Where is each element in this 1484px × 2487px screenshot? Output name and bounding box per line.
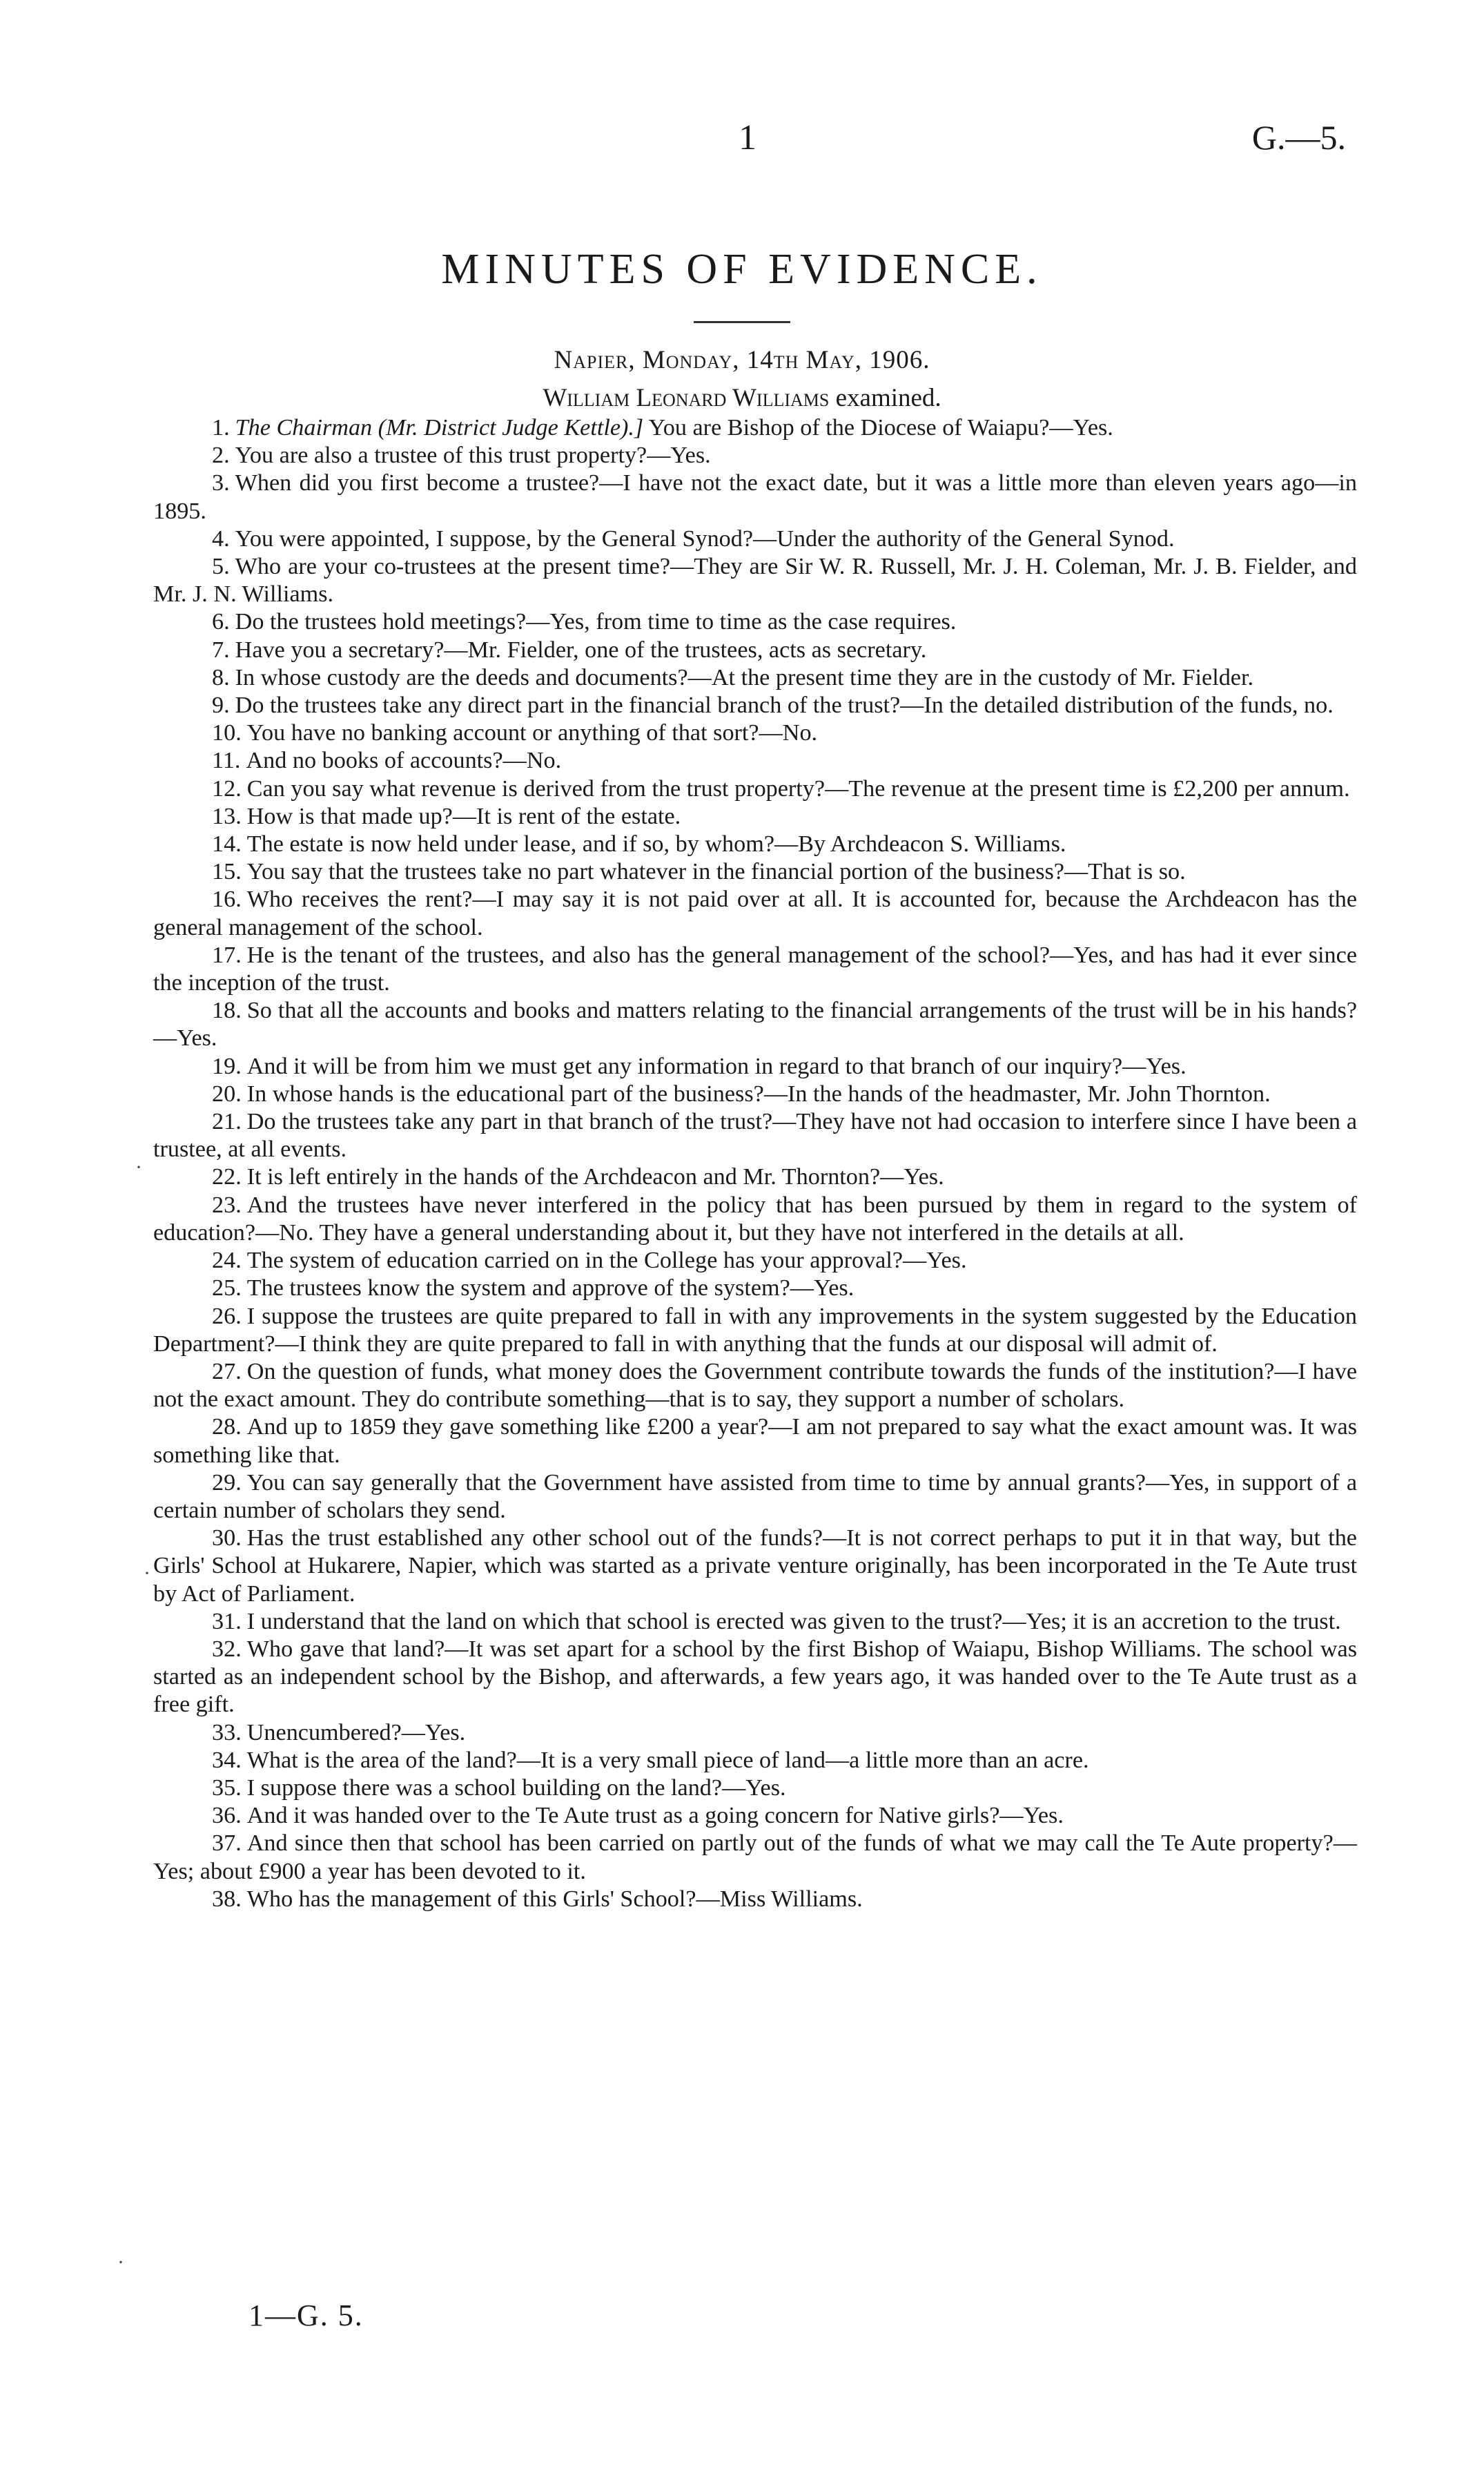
- question-number: 18.: [212, 998, 242, 1024]
- question-answer-text: When did you first become a trustee?—I have not the exact date, but it was a little more than eleven years ago—in 1895.: [153, 470, 1357, 524]
- question-number: 31.: [212, 1608, 242, 1634]
- witness-line: [0, 383, 1484, 413]
- question-number: 20.: [212, 1081, 242, 1107]
- question-answer-text: Who are your co-trustees at the present time?—They are Sir W. R. Russell, Mr. J. H. Coleman, Mr. J. B. Fielder, and Mr. J. N. Williams.: [153, 554, 1357, 608]
- question-answer-text: You have no banking account or anything of that sort?—No.: [246, 720, 818, 746]
- witness-suffix: examined.: [829, 384, 941, 412]
- evidence-body: [153, 414, 1357, 1913]
- page-number: 1: [739, 118, 756, 157]
- evidence-paragraph: [153, 886, 1357, 941]
- question-answer-text: How is that made up?—It is rent of the estate.: [246, 803, 681, 829]
- evidence-paragraph: [153, 1802, 1357, 1830]
- evidence-paragraph: [153, 470, 1357, 525]
- question-number: 1.: [212, 415, 230, 441]
- question-answer-text: Has the trust established any other school out of the funds?—It is not correct perhaps to put it in that way, but the Girls' School at Hukarere, Napier, which was started as a private venture originally, has been incorporated in the Te Aute trust by Act of Parliament.: [153, 1525, 1357, 1607]
- page-title: MINUTES OF EVIDENCE.: [441, 246, 1043, 293]
- question-number: 37.: [212, 1830, 242, 1857]
- question-number: 21.: [212, 1109, 242, 1135]
- question-number: 36.: [212, 1803, 242, 1829]
- question-answer-text: And since then that school has been carried on partly out of the funds of what we may call the Te Aute property?—Yes; about £900 a year has been devoted to it.: [153, 1830, 1357, 1884]
- question-answer-text: And it was handed over to the Te Aute trust as a going concern for Native girls?—Yes.: [246, 1803, 1064, 1829]
- evidence-paragraph: [153, 608, 1357, 636]
- question-answer-text: And it will be from him we must get any information in regard to that branch of our inquiry?—Yes.: [246, 1053, 1187, 1079]
- evidence-paragraph: [153, 1636, 1357, 1719]
- question-number: 3.: [212, 470, 230, 496]
- question-number: 38.: [212, 1886, 242, 1912]
- evidence-paragraph: [153, 1886, 1357, 1913]
- question-number: 34.: [212, 1747, 242, 1773]
- question-number: 5.: [212, 554, 230, 580]
- evidence-paragraph: [153, 1247, 1357, 1275]
- evidence-paragraph: [153, 747, 1357, 775]
- evidence-paragraph: [153, 637, 1357, 664]
- evidence-paragraph: [153, 1413, 1357, 1469]
- question-number: 8.: [212, 664, 230, 690]
- evidence-paragraph: [153, 1774, 1357, 1802]
- evidence-paragraph: [153, 664, 1357, 692]
- question-answer-text: Who gave that land?—It was set apart for a school by the first Bishop of Waiapu, Bishop Williams. The school was started as an independent school by the Bishop, and afterwards, a few years ago, it was handed over to the Te Aute trust as a free gift.: [153, 1636, 1357, 1718]
- question-answer-text: He is the tenant of the trustees, and also has the general management of the school?—Yes, and has had it ever since the inception of the trust.: [153, 942, 1357, 996]
- evidence-paragraph: [153, 1108, 1357, 1163]
- question-answer-text: And the trustees have never interfered in the policy that has been pursued by them in regard to the system of education?—No. They have a general understanding about it, but they have not interfered in the details at all.: [153, 1192, 1357, 1246]
- evidence-paragraph: [153, 414, 1357, 442]
- evidence-paragraph: [153, 1303, 1357, 1358]
- question-answer-text: You can say generally that the Government have assisted from time to time by annual grants?—Yes, in support of a certain number of scholars they send.: [153, 1469, 1357, 1523]
- question-answer-text: You say that the trustees take no part whatever in the financial portion of the business?—That is so.: [246, 859, 1186, 885]
- question-answer-text: On the question of funds, what money does the Government contribute towards the funds of the institution?—I have not the exact amount. They do contribute something—that is to say, they support a number of scholars.: [153, 1358, 1357, 1413]
- question-answer-text: I suppose there was a school building on the land?—Yes.: [246, 1774, 786, 1801]
- evidence-paragraph: [153, 1719, 1357, 1747]
- question-number: 32.: [212, 1636, 242, 1662]
- margin-mark: ·: [144, 1562, 150, 1585]
- question-answer-text: You are Bishop of the Diocese of Waiapu?—Yes.: [643, 415, 1113, 441]
- evidence-paragraph: [153, 692, 1357, 719]
- question-number: 22.: [212, 1164, 242, 1190]
- question-answer-text: Have you a secretary?—Mr. Fielder, one of the trustees, acts as secretary.: [235, 637, 927, 663]
- speaker-name: The Chairman (Mr. District Judge Kettle).]: [235, 415, 644, 441]
- question-answer-text: Who has the management of this Girls' School?—Miss Williams.: [246, 1886, 863, 1912]
- question-number: 28.: [212, 1414, 242, 1440]
- question-number: 19.: [212, 1053, 242, 1079]
- evidence-paragraph: [153, 442, 1357, 470]
- question-number: 23.: [212, 1192, 242, 1218]
- evidence-paragraph: [153, 831, 1357, 858]
- evidence-paragraph: [153, 1081, 1357, 1108]
- evidence-paragraph: [153, 1469, 1357, 1525]
- question-answer-text: So that all the accounts and books and matters relating to the financial arrangements of the trust will be in his hands?—Yes.: [153, 998, 1357, 1052]
- page-header: [0, 104, 1484, 157]
- question-answer-text: Unencumbered?—Yes.: [246, 1719, 466, 1745]
- question-number: 7.: [212, 637, 230, 663]
- question-number: 14.: [212, 831, 242, 858]
- question-number: 6.: [212, 609, 230, 635]
- evidence-paragraph: [153, 1358, 1357, 1413]
- document-reference: G.—5.: [1251, 118, 1346, 157]
- evidence-paragraph: [153, 803, 1357, 831]
- evidence-paragraph: [153, 997, 1357, 1052]
- evidence-paragraph: [153, 942, 1357, 997]
- question-answer-text: I understand that the land on which that school is erected was given to the trust?—Yes; it is an accretion to the trust.: [246, 1608, 1341, 1634]
- question-answer-text: Do the trustees hold meetings?—Yes, from time to time as the case requires.: [235, 609, 957, 635]
- question-number: 16.: [212, 887, 242, 913]
- question-answer-text: Who receives the rent?—I may say it is not paid over at all. It is accounted for, because the Archdeacon has the general management of the school.: [153, 887, 1357, 940]
- evidence-paragraph: [153, 1275, 1357, 1302]
- question-number: 4.: [212, 525, 230, 552]
- margin-mark: ·: [117, 2251, 124, 2274]
- evidence-paragraph: [153, 1747, 1357, 1774]
- evidence-paragraph: [153, 1608, 1357, 1636]
- evidence-paragraph: [153, 1192, 1357, 1247]
- question-number: 10.: [212, 720, 242, 746]
- question-number: 25.: [212, 1275, 242, 1301]
- question-answer-text: And up to 1859 they gave something like £200 a year?—I am not prepared to say what the exact amount was. It was something like that.: [153, 1414, 1357, 1468]
- evidence-paragraph: [153, 1525, 1357, 1608]
- title-divider: [694, 321, 790, 323]
- dateline: Napier, Monday, 14th May, 1906.: [554, 346, 930, 374]
- footer-reference: 1—G. 5.: [248, 2299, 364, 2332]
- question-number: 15.: [212, 859, 242, 885]
- witness-name: William Leonard Williams: [543, 384, 830, 412]
- question-answer-text: The system of education carried on in the College has your approval?—Yes.: [246, 1248, 967, 1274]
- evidence-paragraph: [153, 553, 1357, 608]
- evidence-paragraph: [153, 1830, 1357, 1885]
- question-number: 26.: [212, 1303, 242, 1329]
- question-answer-text: What is the area of the land?—It is a very small piece of land—a little more than an acre.: [246, 1747, 1089, 1773]
- question-number: 13.: [212, 803, 242, 829]
- question-number: 35.: [212, 1774, 242, 1801]
- question-answer-text: You were appointed, I suppose, by the General Synod?—Under the authority of the General Synod.: [235, 525, 1175, 552]
- question-answer-text: And no books of accounts?—No.: [246, 748, 562, 774]
- question-number: 33.: [212, 1719, 242, 1745]
- question-answer-text: In whose hands is the educational part of the business?—In the hands of the headmaster, Mr. John Thornton.: [246, 1081, 1271, 1107]
- question-number: 17.: [212, 942, 242, 968]
- margin-mark: ·: [135, 1156, 142, 1179]
- question-answer-text: Can you say what revenue is derived from the trust property?—The revenue at the present time is £2,200 per annum.: [246, 775, 1350, 802]
- question-number: 11.: [212, 748, 241, 774]
- question-number: 2.: [212, 443, 230, 469]
- question-number: 30.: [212, 1525, 242, 1551]
- evidence-paragraph: [153, 775, 1357, 803]
- question-number: 27.: [212, 1358, 242, 1384]
- evidence-paragraph: [153, 858, 1357, 886]
- question-number: 9.: [212, 693, 230, 719]
- question-answer-text: It is left entirely in the hands of the Archdeacon and Mr. Thornton?—Yes.: [246, 1164, 944, 1190]
- evidence-paragraph: [153, 719, 1357, 747]
- evidence-paragraph: [153, 1163, 1357, 1191]
- question-answer-text: The trustees know the system and approve of the system?—Yes.: [246, 1275, 855, 1301]
- question-answer-text: I suppose the trustees are quite prepared to fall in with any improvements in the system suggested by the Education Department?—I think they are quite prepared to fall in with anything that the funds at our disposal will admit of.: [153, 1303, 1357, 1357]
- question-answer-text: Do the trustees take any part in that branch of the trust?—They have not had occasion to interfere since I have been a trustee, at all events.: [153, 1109, 1357, 1163]
- evidence-paragraph: [153, 1053, 1357, 1081]
- question-answer-text: You are also a trustee of this trust property?—Yes.: [235, 443, 711, 469]
- question-number: 29.: [212, 1469, 242, 1496]
- question-number: 24.: [212, 1248, 242, 1274]
- question-answer-text: The estate is now held under lease, and if so, by whom?—By Archdeacon S. Williams.: [246, 831, 1066, 858]
- question-number: 12.: [212, 775, 242, 802]
- question-answer-text: In whose custody are the deeds and documents?—At the present time they are in the custody of Mr. Fielder.: [235, 664, 1254, 690]
- evidence-paragraph: [153, 525, 1357, 553]
- question-answer-text: Do the trustees take any direct part in the financial branch of the trust?—In the detailed distribution of the funds, no.: [235, 693, 1334, 719]
